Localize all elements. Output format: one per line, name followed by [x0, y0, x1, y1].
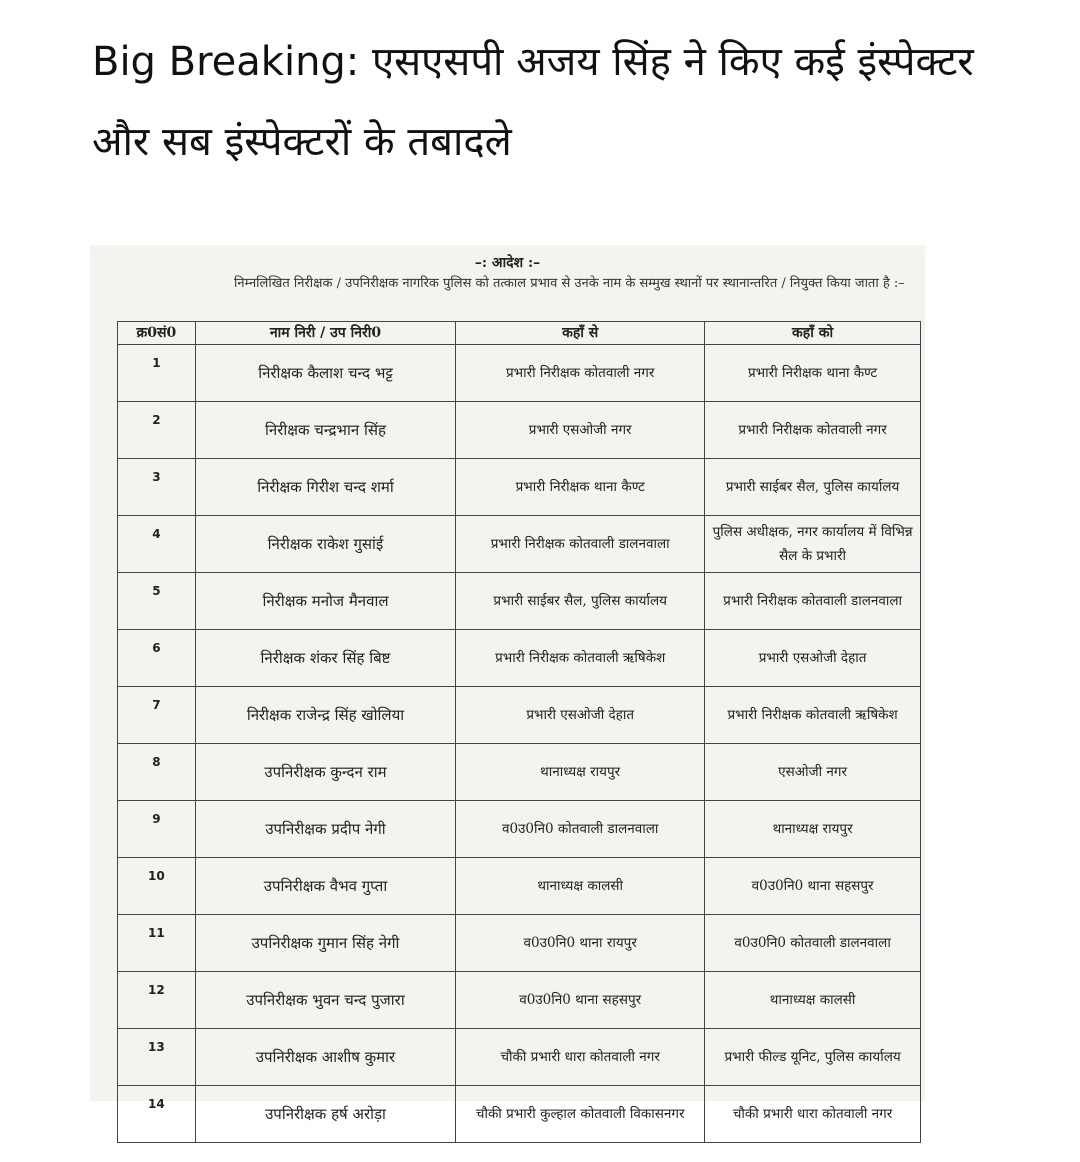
table-header-row — [118, 322, 921, 345]
officer-name: निरीक्षक शंकर सिंह बिष्ट — [195, 630, 455, 687]
table-row — [118, 915, 921, 972]
officer-name: उपनिरीक्षक आशीष कुमार — [195, 1029, 455, 1086]
officer-name: उपनिरीक्षक हर्ष अरोड़ा — [195, 1086, 455, 1143]
table-row — [118, 801, 921, 858]
officer-name: निरीक्षक मनोज मैनवाल — [195, 573, 455, 630]
serial-number: 9 — [118, 801, 196, 858]
table-row — [118, 345, 921, 402]
from-posting: प्रभारी एसओजी देहात — [456, 687, 705, 744]
order-intro: निम्नलिखित निरीक्षक / उपनिरीक्षक नागरिक पुलिस को तत्काल प्रभाव से उनके नाम के सम्मुख स्थानों पर स्थानान्तरित / नियुक्त किया जाता है :– — [234, 276, 905, 291]
to-posting: प्रभारी निरीक्षक थाना कैण्ट — [705, 345, 921, 402]
table-row — [118, 516, 921, 573]
serial-number: 1 — [118, 345, 196, 402]
to-posting: चौकी प्रभारी धारा कोतवाली नगर — [705, 1086, 921, 1143]
column-header-to: कहाँ को — [705, 322, 921, 345]
officer-name: उपनिरीक्षक वैभव गुप्ता — [195, 858, 455, 915]
serial-number: 12 — [118, 972, 196, 1029]
to-posting: प्रभारी साईबर सैल, पुलिस कार्यालय — [705, 459, 921, 516]
serial-number: 3 — [118, 459, 196, 516]
column-header-name: नाम निरी / उप निरी0 — [195, 322, 455, 345]
to-posting: पुलिस अधीक्षक, नगर कार्यालय में विभिन्न सैल के प्रभारी — [705, 516, 921, 573]
from-posting: प्रभारी निरीक्षक कोतवाली डालनवाला — [456, 516, 705, 573]
to-posting: एसओजी नगर — [705, 744, 921, 801]
to-posting: व0उ0नि0 थाना सहसपुर — [705, 858, 921, 915]
from-posting: व0उ0नि0 थाना रायपुर — [456, 915, 705, 972]
column-header-serial: क्र0सं0 — [118, 322, 196, 345]
column-header-from: कहाँ से — [456, 322, 705, 345]
officer-name: उपनिरीक्षक भुवन चन्द पुजारा — [195, 972, 455, 1029]
officer-name: उपनिरीक्षक प्रदीप नेगी — [195, 801, 455, 858]
from-posting: प्रभारी निरीक्षक थाना कैण्ट — [456, 459, 705, 516]
from-posting: थानाध्यक्ष कालसी — [456, 858, 705, 915]
order-heading: –: आदेश :– — [474, 255, 541, 271]
officer-name: निरीक्षक चन्द्रभान सिंह — [195, 402, 455, 459]
table-row — [118, 573, 921, 630]
from-posting: थानाध्यक्ष रायपुर — [456, 744, 705, 801]
officer-name: निरीक्षक राजेन्द्र सिंह खोलिया — [195, 687, 455, 744]
to-posting: व0उ0नि0 कोतवाली डालनवाला — [705, 915, 921, 972]
to-posting: प्रभारी फील्ड यूनिट, पुलिस कार्यालय — [705, 1029, 921, 1086]
to-posting: प्रभारी एसओजी देहात — [705, 630, 921, 687]
table-row — [118, 1086, 921, 1143]
transfer-order-image — [90, 245, 925, 1123]
to-posting: थानाध्यक्ष रायपुर — [705, 801, 921, 858]
from-posting: चौकी प्रभारी कुल्हाल कोतवाली विकासनगर — [456, 1086, 705, 1143]
table-row — [118, 858, 921, 915]
from-posting: प्रभारी साईबर सैल, पुलिस कार्यालय — [456, 573, 705, 630]
headline: Big Breaking: एसएसपी अजय सिंह ने किए कई इंस्पेक्टर और सब इंस्पेक्टरों के तबादले — [92, 39, 974, 165]
table-row — [118, 1029, 921, 1086]
from-posting: प्रभारी निरीक्षक कोतवाली ऋषिकेश — [456, 630, 705, 687]
to-posting: प्रभारी निरीक्षक कोतवाली नगर — [705, 402, 921, 459]
serial-number: 11 — [118, 915, 196, 972]
from-posting: चौकी प्रभारी धारा कोतवाली नगर — [456, 1029, 705, 1086]
serial-number: 4 — [118, 516, 196, 573]
serial-number: 14 — [118, 1086, 196, 1143]
serial-number: 7 — [118, 687, 196, 744]
table-row — [118, 630, 921, 687]
from-posting: प्रभारी एसओजी नगर — [456, 402, 705, 459]
officer-name: उपनिरीक्षक कुन्दन राम — [195, 744, 455, 801]
serial-number: 6 — [118, 630, 196, 687]
serial-number: 10 — [118, 858, 196, 915]
officer-name: निरीक्षक गिरीश चन्द शर्मा — [195, 459, 455, 516]
transfer-table — [117, 321, 921, 1143]
table-row — [118, 972, 921, 1029]
table-row — [118, 459, 921, 516]
serial-number: 13 — [118, 1029, 196, 1086]
table-row — [118, 687, 921, 744]
table-row — [118, 402, 921, 459]
officer-name: निरीक्षक कैलाश चन्द भट्ट — [195, 345, 455, 402]
officer-name: उपनिरीक्षक गुमान सिंह नेगी — [195, 915, 455, 972]
serial-number: 5 — [118, 573, 196, 630]
to-posting: थानाध्यक्ष कालसी — [705, 972, 921, 1029]
table-row — [118, 744, 921, 801]
to-posting: प्रभारी निरीक्षक कोतवाली ऋषिकेश — [705, 687, 921, 744]
from-posting: प्रभारी निरीक्षक कोतवाली नगर — [456, 345, 705, 402]
from-posting: व0उ0नि0 थाना सहसपुर — [456, 972, 705, 1029]
to-posting: प्रभारी निरीक्षक कोतवाली डालनवाला — [705, 573, 921, 630]
from-posting: व0उ0नि0 कोतवाली डालनवाला — [456, 801, 705, 858]
serial-number: 2 — [118, 402, 196, 459]
officer-name: निरीक्षक राकेश गुसांई — [195, 516, 455, 573]
serial-number: 8 — [118, 744, 196, 801]
